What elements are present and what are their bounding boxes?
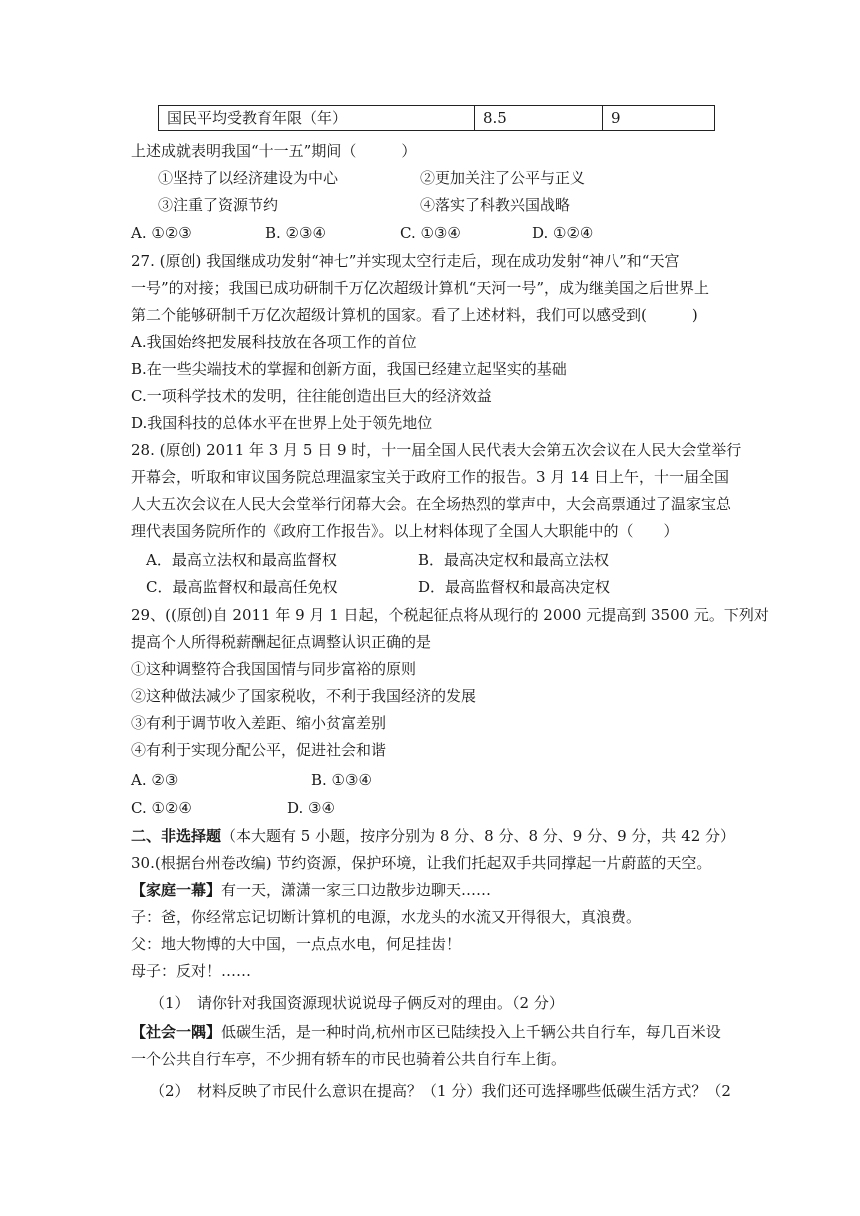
- q27-stem-line: 一号”的对接；我国已成功研制千万亿次超级计算机“天河一号”，成为继美国之后世界上: [131, 279, 710, 297]
- q28-option-a: A．最高立法权和最高监督权: [146, 551, 337, 569]
- data-table: [158, 105, 715, 131]
- q30-society-scene-cont: 一个公共自行车亭，不少拥有轿车的市民也骑着公共自行车上街。: [131, 1050, 567, 1068]
- table-cell-value-a: 8.5: [475, 106, 603, 130]
- q30-dialogue-mother-son: 母子：反对！……: [131, 962, 252, 980]
- q27-option-a: A.我国始终把发展科技放在各项工作的首位: [131, 333, 417, 351]
- q28-stem-line: 开幕会，听取和审议国务院总理温家宝关于政府工作的报告。3 月 14 日上午，十一届全国: [131, 468, 729, 486]
- q29-statement: ④有利于实现分配公平，促进社会和谐: [131, 741, 387, 759]
- q27-stem-line: 27. (原创) 我国继成功发射“神七”并实现太空行走后，现在成功发射“神八”和“天宫: [131, 252, 680, 270]
- q30-society-scene: [131, 1022, 721, 1042]
- section-note: （本大题有 5 小题，按序分别为 8 分、8 分、8 分、9 分、9 分，共 42 分）: [221, 827, 736, 845]
- q27-option-d: D.我国科技的总体水平在世界上处于领先地位: [131, 414, 433, 432]
- q28-stem-line: 人大五次会议在人民大会堂举行闭幕大会。在全场热烈的掌声中，大会高票通过了温家宝总: [131, 495, 732, 513]
- q29-option-c: C. ①②④: [131, 799, 192, 817]
- q29-option-d: D. ③④: [287, 799, 335, 817]
- q30-intro: 30.(根据台州卷改编) 节约资源，保护环境，让我们托起双手共同撑起一片蔚蓝的天空。: [131, 854, 712, 872]
- q26-option-c: C. ①③④: [400, 224, 461, 242]
- q29-statement: ②这种做法减少了国家税收，不利于我国经济的发展: [131, 687, 477, 705]
- q26-statement: ③注重了资源节约: [158, 196, 279, 214]
- society-scene-tag: 【社会一隅】: [131, 1023, 222, 1041]
- q28-option-d: D．最高监督权和最高决定权: [418, 578, 611, 596]
- section-heading: [131, 826, 735, 846]
- q26-option-d: D. ①②④: [532, 224, 594, 242]
- q26-stem: 上述成就表明我国“十一五”期间（ ）: [131, 142, 417, 160]
- q26-statement: ②更加关注了公平与正义: [420, 169, 586, 187]
- q30-dialogue-father: 父：地大物博的大中国，一点点水电，何足挂齿！: [131, 935, 462, 953]
- q29-statement: ③有利于调节收入差距、缩小贫富差别: [131, 714, 387, 732]
- section-title: 二、非选择题: [131, 827, 222, 845]
- q27-stem-line: 第二个能够研制千万亿次超级计算机的国家。看了上述材料，我们可以感受到( ): [131, 306, 698, 324]
- family-scene-tag: 【家庭一幕】: [131, 881, 222, 899]
- q26-option-b: B. ②③④: [265, 224, 326, 242]
- society-scene-text: 低碳生活，是一种时尚,杭州市区已陆续投入上千辆公共自行车，每几百米设: [221, 1023, 721, 1041]
- q28-stem-line: 理代表国务院所作的《政府工作报告》。以上材料体现了全国人大职能中的（ ）: [131, 522, 679, 540]
- family-scene-text: 有一天，潇潇一家三口边散步边聊天……: [221, 881, 492, 899]
- table-cell-value-b: 9: [611, 109, 621, 127]
- q28-option-b: B．最高决定权和最高立法权: [418, 551, 610, 569]
- q26-statement: ①坚持了以经济建设为中心: [158, 169, 339, 187]
- q29-stem-line: 29、((原创)自 2011 年 9 月 1 日起，个税起征点将从现行的 2000 元提高到 3500 元。下列对: [131, 606, 769, 624]
- q26-statement: ④落实了科教兴国战略: [420, 196, 571, 214]
- q30-family-scene: [131, 880, 491, 900]
- q30-sub-question-2: （2） 材料反映了市民什么意识在提高？（1 分）我们还可选择哪些低碳生活方式？（2: [150, 1082, 731, 1100]
- table-cell-label: 国民平均受教育年限（年）: [159, 106, 475, 130]
- q28-stem-line: 28. (原创) 2011 年 3 月 5 日 9 时，十一届全国人民代表大会第五次会议在人民大会堂举行: [131, 441, 742, 459]
- q27-option-c: C.一项科学技术的发明，往往能创造出巨大的经济效益: [131, 387, 492, 405]
- q30-sub-question-1: （1） 请你针对我国资源现状说说母子俩反对的理由。（2 分）: [150, 994, 564, 1012]
- q29-statement: ①这种调整符合我国国情与同步富裕的原则: [131, 660, 417, 678]
- q28-option-c: C．最高监督权和最高任免权: [146, 578, 338, 596]
- q29-option-b: B. ①③④: [311, 771, 372, 789]
- q29-option-a: A. ②③: [131, 771, 179, 789]
- q26-option-a: A. ①②③: [131, 224, 192, 242]
- q27-option-b: B.在一些尖端技术的掌握和创新方面，我国已经建立起坚实的基础: [131, 360, 567, 378]
- q29-stem-line: 提高个人所得税薪酬起征点调整认识正确的是: [131, 633, 432, 651]
- q30-dialogue-son: 子：爸，你经常忘记切断计算机的电源，水龙头的水流又开得很大，真浪费。: [131, 908, 642, 926]
